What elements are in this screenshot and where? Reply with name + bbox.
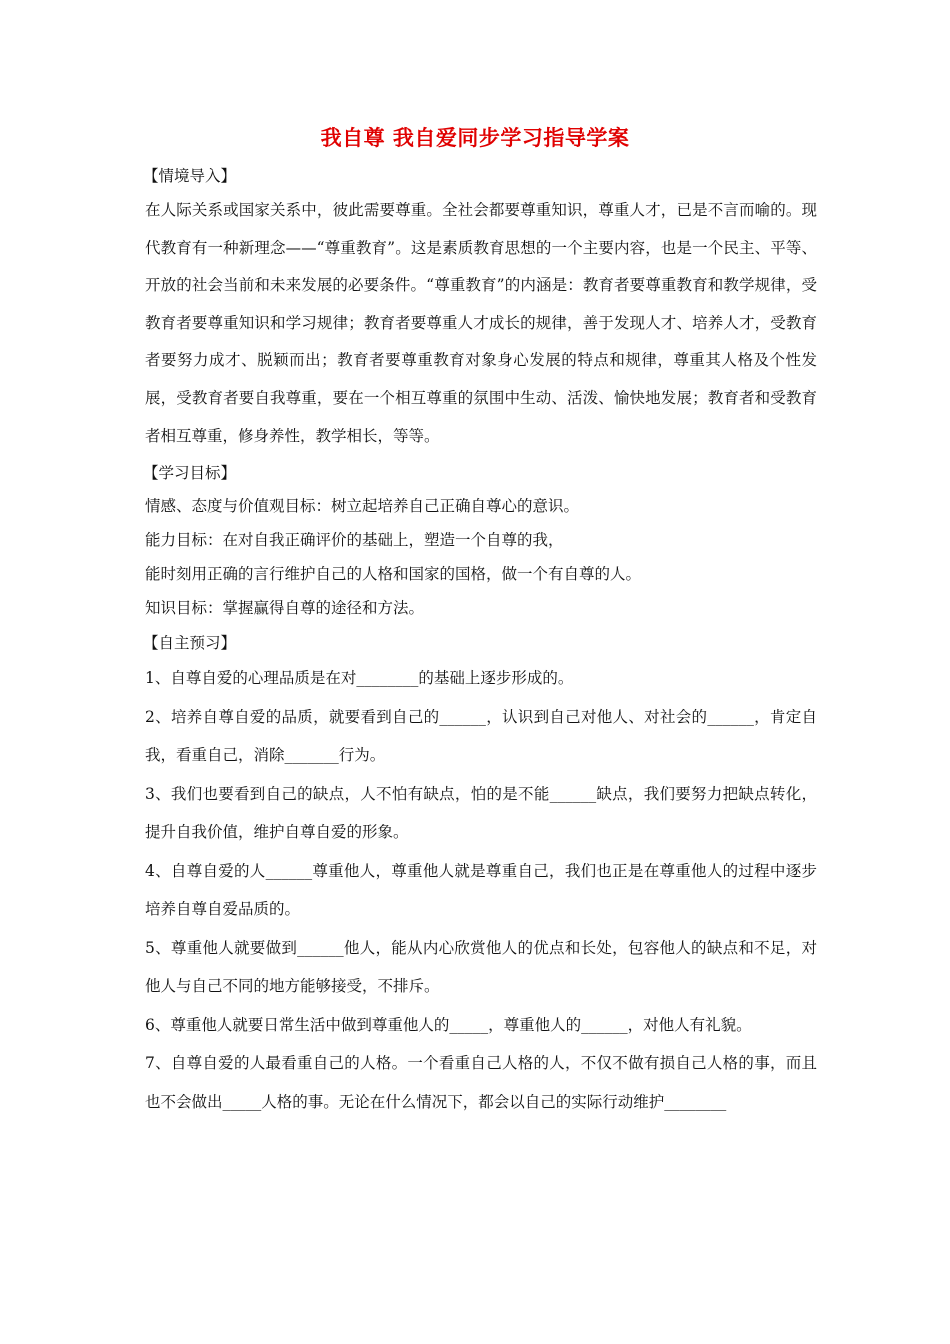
section-heading-intro: 【情境导入】 <box>143 167 237 185</box>
preview-question: 1、自尊自爱的心理品质是在对________的基础上逐步形成的。 <box>145 669 574 688</box>
section-heading-preview: 【自主预习】 <box>143 634 237 653</box>
document-body <box>145 160 817 1121</box>
section-heading-goals: 【学习目标】 <box>143 464 237 483</box>
preview-question: 7、自尊自爱的人最看重自己的人格。一个看重自己人格的人，不仅不做有损自己人格的事，而且也不会做出_____人格的事。无论在什么情况下，都会以自己的实际行动维护________ <box>145 1054 817 1111</box>
preview-question: 5、尊重他人就要做到______他人，能从内心欣赏他人的优点和长处，包容他人的缺点和不足，对他人与自己不同的地方能够接受，不排斥。 <box>145 938 817 996</box>
page-title: 我自尊 我自爱同步学习指导学案 <box>320 126 630 150</box>
goal-line: 情感、态度与价值观目标：树立起培养自己正确自尊心的意识。 <box>145 497 580 516</box>
goal-line: 知识目标：掌握赢得自尊的途径和方法。 <box>145 599 425 618</box>
preview-question: 4、自尊自爱的人______尊重他人，尊重他人就是尊重自己，我们也正是在尊重他人的过程中逐步培养自尊自爱品质的。 <box>145 861 817 919</box>
goal-line: 能力目标：在对自我正确评价的基础上，塑造一个自尊的我， <box>145 531 564 550</box>
preview-question: 6、尊重他人就要日常生活中做到尊重他人的_____，尊重他人的______，对他人有礼貌。 <box>145 1015 752 1034</box>
preview-question: 3、我们也要看到自己的缺点，人不怕有缺点，怕的是不能______缺点，我们要努力把缺点转化，提升自我价值，维护自尊自爱的形象。 <box>145 784 817 842</box>
goal-line: 能时刻用正确的言行维护自己的人格和国家的国格，做一个有自尊的人。 <box>145 565 642 584</box>
preview-question: 2、培养自尊自爱的品质，就要看到自己的______，认识到自己对他人、对社会的______，肯定自我，看重自己，消除_______行为。 <box>145 707 817 765</box>
intro-paragraph: 在人际关系或国家关系中，彼此需要尊重。全社会都要尊重知识，尊重人才，已是不言而喻的。现代教育有一种新理念——“尊重教育”。这是素质教育思想的一个主要内容，也是一个民主、平等、开放的社会当前和未来发展的必要条件。“尊重教育”的内涵是：教育者要尊重教育和教学规律，受教育者要尊重知识和学习规律；教育者要尊重人才成长的规律，善于发现人才、培养人才，受教育者要努力成才、脱颖而出；教育者要尊重教育对象身心发展的特点和规律，尊重其人格及个性发展，受教育者要自我尊重，要在一个相互尊重的氛围中生动、活泼、愉快地发展；教育者和受教育者相互尊重，修身养性，教学相长，等等。 <box>145 201 817 445</box>
